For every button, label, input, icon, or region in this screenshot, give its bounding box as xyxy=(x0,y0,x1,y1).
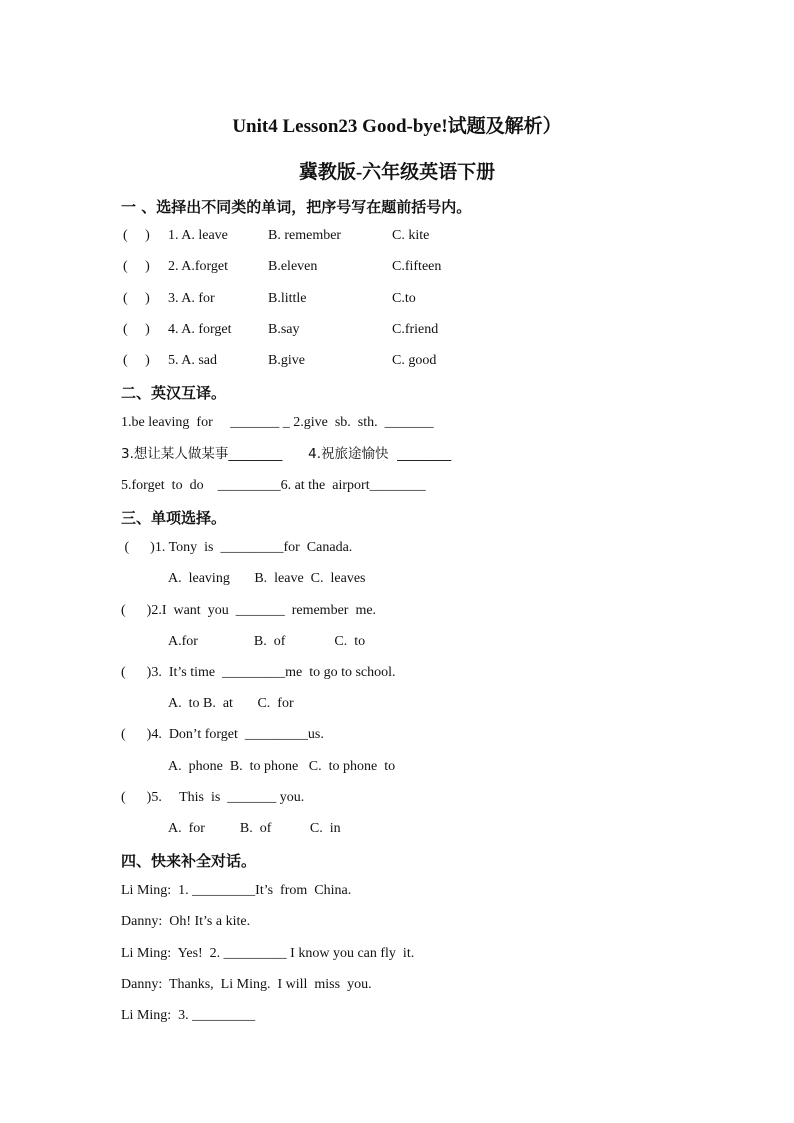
section1-item-5-option-b: B.give xyxy=(268,353,305,368)
page-subtitle: 冀教版-六年级英语下册 xyxy=(298,162,496,183)
section4-heading: 四、快来补全对话。 xyxy=(121,852,257,870)
section1-item-3-option-c: C.to xyxy=(392,291,416,306)
section1-item-5-option-c: C. good xyxy=(392,353,437,368)
section1-item-4-answer-bracket: ( ) xyxy=(123,322,150,337)
section1-item-5-answer-bracket: ( ) xyxy=(123,353,150,368)
dialogue-line-3: Li Ming: Yes! 2. _________ I know you can fly it. xyxy=(121,946,415,961)
mc-question-3: ( )3. It’s time _________me to go to school. xyxy=(121,665,396,680)
section1-item-2-answer-bracket: ( ) xyxy=(123,259,150,274)
mc-question-4: ( )4. Don’t forget _________us. xyxy=(121,727,324,742)
section1-item-4-option-c: C.friend xyxy=(392,322,439,337)
translation-line-2: 3.想让某人做某事________ 4.祝旅途愉快 ________ xyxy=(121,446,452,462)
mc-options-4: A. phone B. to phone C. to phone to xyxy=(168,759,396,774)
mc-question-1: ( )1. Tony is _________for Canada. xyxy=(121,540,353,555)
section1-item-5-option-a: 5. A. sad xyxy=(168,353,217,368)
section1-item-2-option-c: C.fifteen xyxy=(392,259,442,274)
section1-item-1-option-a: 1. A. leave xyxy=(168,228,228,243)
section1-item-3-option-a: 3. A. for xyxy=(168,291,215,306)
section1-item-2-option-b: B.eleven xyxy=(268,259,318,274)
section1-item-1-option-b: B. remember xyxy=(268,228,342,243)
dialogue-line-2: Danny: Oh! It’s a kite. xyxy=(121,914,251,929)
translation-line-1: 1.be leaving for _______ _ 2.give sb. sth. _______ xyxy=(121,415,434,430)
mc-options-1: A. leaving B. leave C. leaves xyxy=(168,571,366,586)
mc-question-2: ( )2.I want you _______ remember me. xyxy=(121,603,377,618)
section1-item-4-option-a: 4. A. forget xyxy=(168,322,232,337)
section1-item-3-answer-bracket: ( ) xyxy=(123,291,150,306)
section1-item-1-option-c: C. kite xyxy=(392,228,430,243)
page-title: Unit4 Lesson23 Good-bye!试题及解析） xyxy=(232,116,562,137)
mc-question-5: ( )5. This is _______ you. xyxy=(121,790,305,805)
mc-options-3: A. to B. at C. for xyxy=(168,696,294,711)
dialogue-line-1: Li Ming: 1. _________It’s from China. xyxy=(121,883,352,898)
section1-item-4-option-b: B.say xyxy=(268,322,300,337)
section3-heading: 三、单项选择。 xyxy=(121,509,227,527)
section1-item-3-option-b: B.little xyxy=(268,291,307,306)
translation-line-3: 5.forget to do _________6. at the airport________ xyxy=(121,478,426,493)
section1-item-2-option-a: 2. A.forget xyxy=(168,259,229,274)
dialogue-line-4: Danny: Thanks, Li Ming. I will miss you. xyxy=(121,977,372,992)
section1-heading: 一 、选择出不同类的单词，把序号写在题前括号内。 xyxy=(121,198,472,216)
mc-options-5: A. for B. of C. in xyxy=(168,821,341,836)
mc-options-2: A.for B. of C. to xyxy=(168,634,366,649)
dialogue-line-5: Li Ming: 3. _________ xyxy=(121,1008,256,1023)
section1-item-1-answer-bracket: ( ) xyxy=(123,228,150,243)
section2-heading: 二、英汉互译。 xyxy=(121,384,227,402)
